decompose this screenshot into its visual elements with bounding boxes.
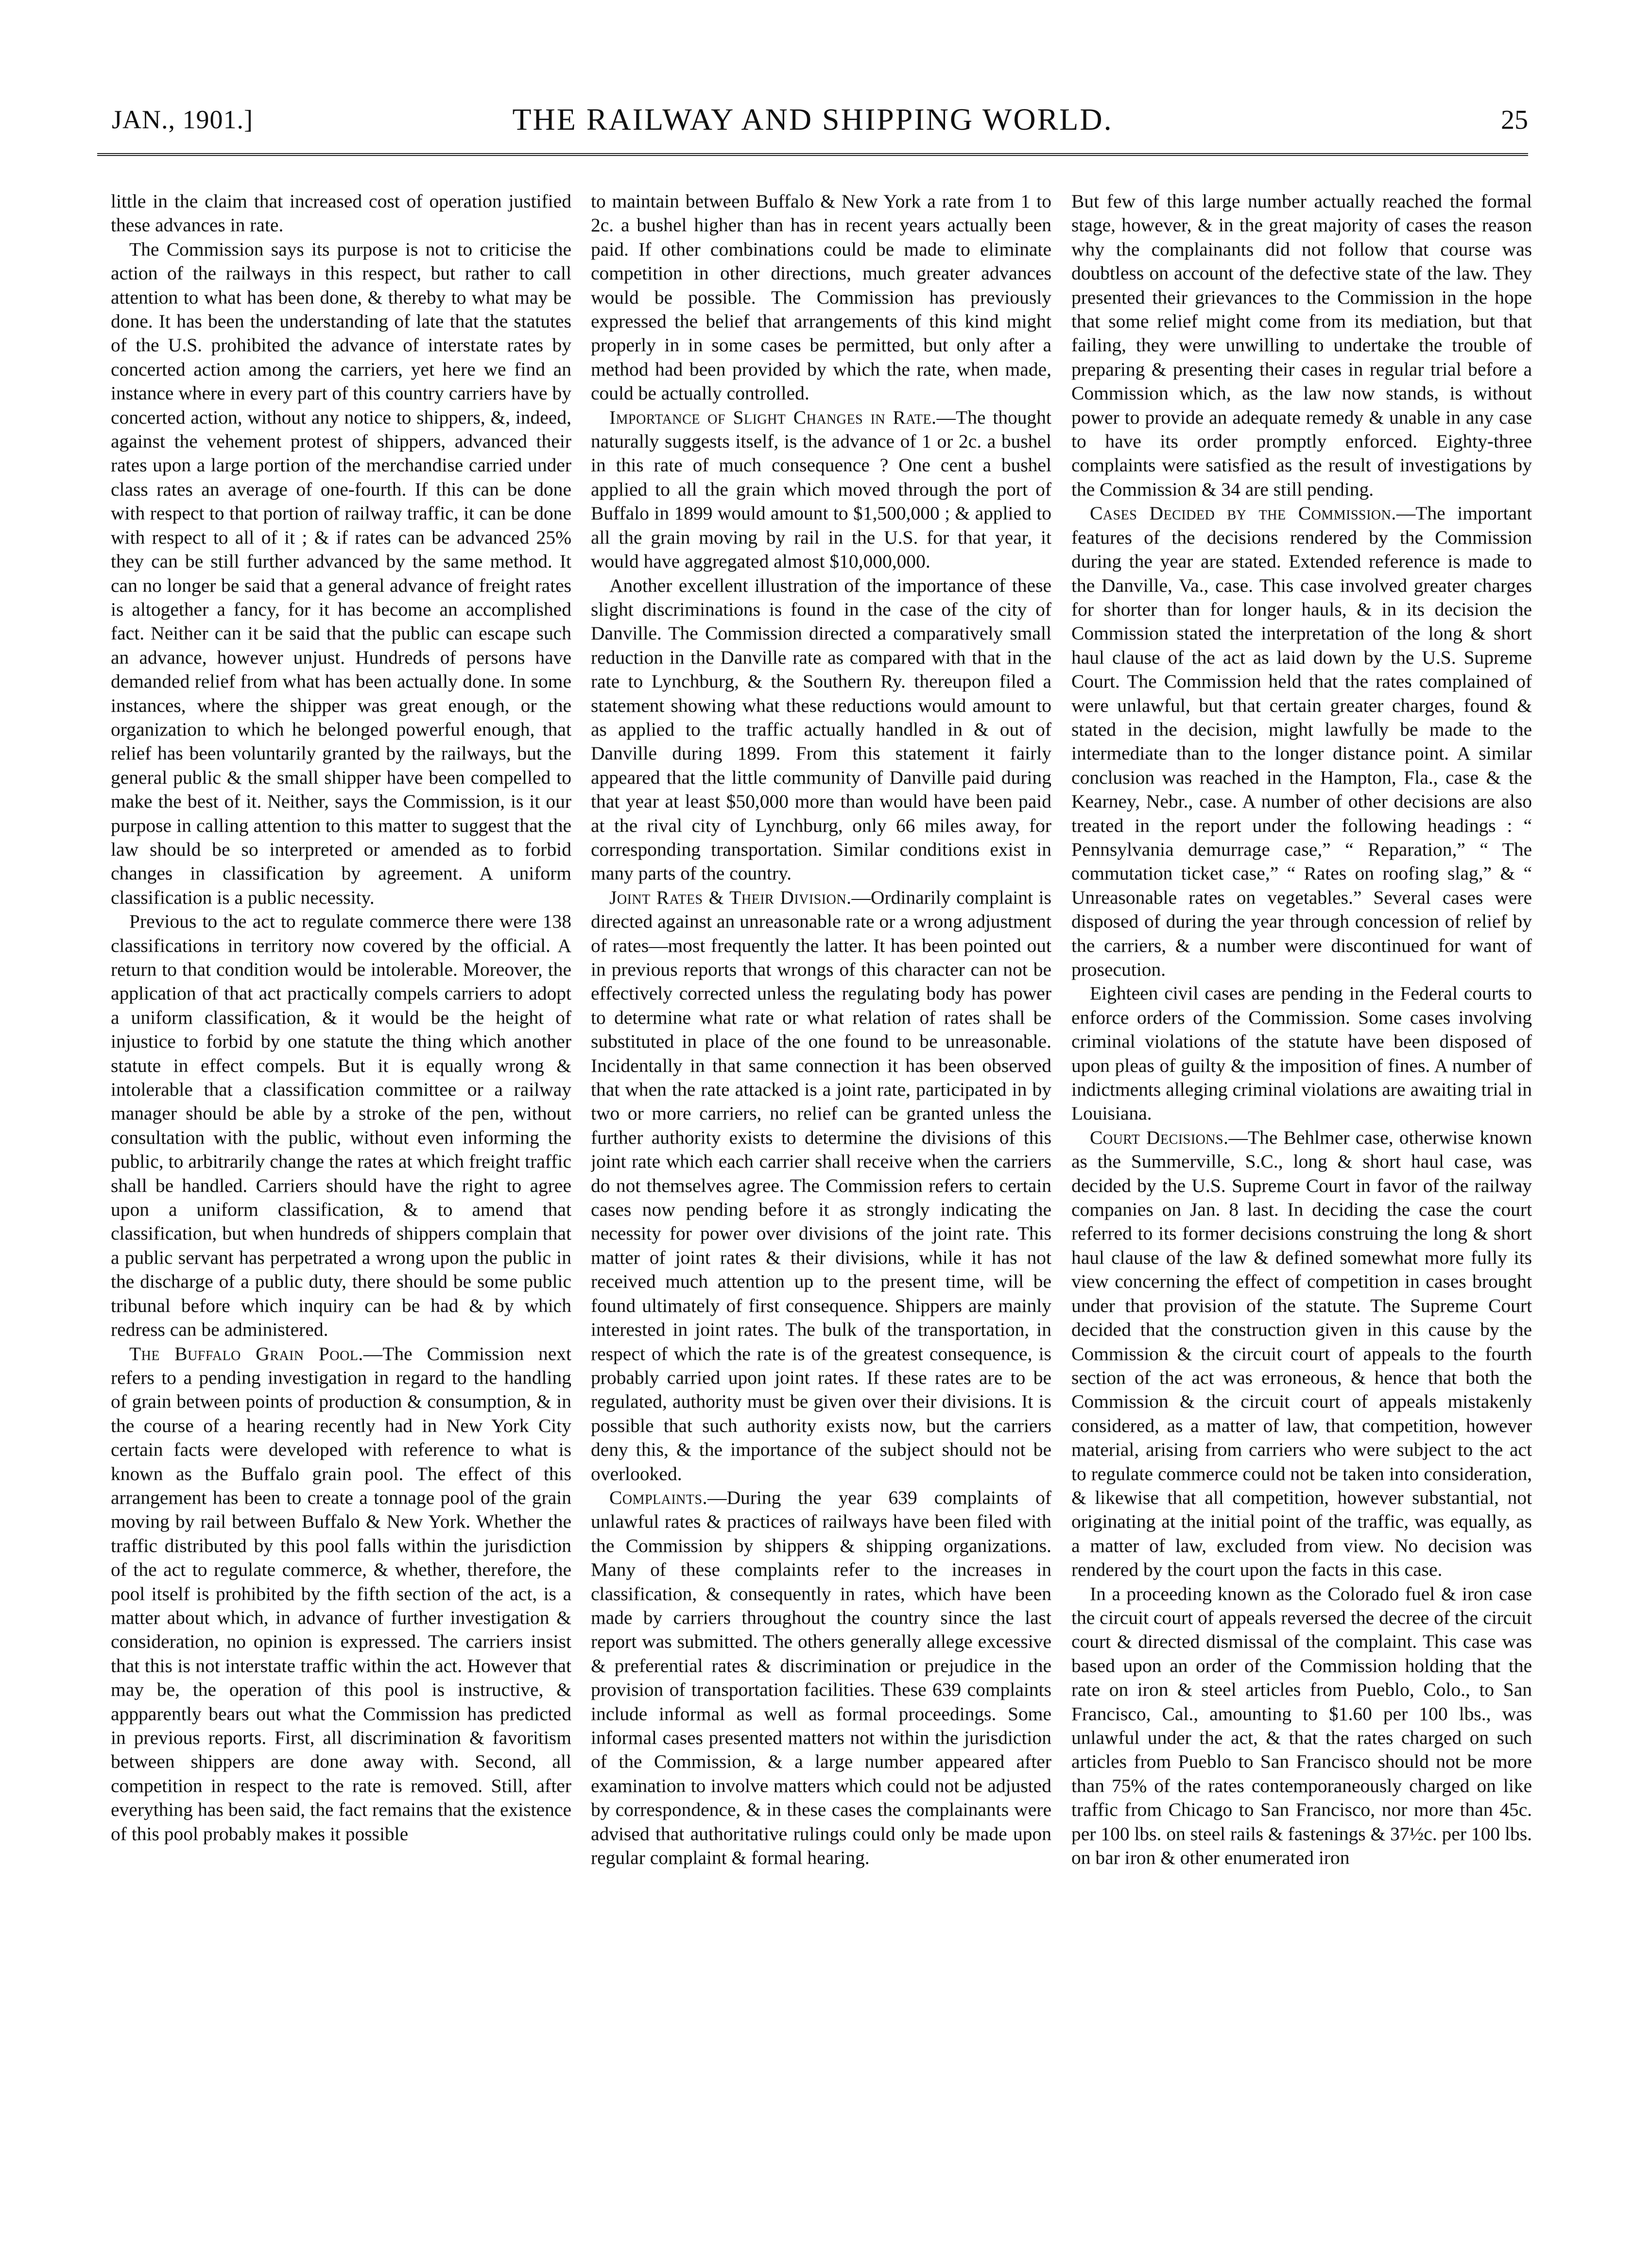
paragraph: The Commission says its purpose is not to criticise the action of the railways in this respect, but rather to call attention to what has been done, & thereby to what may be done. It has been the understanding of late that the statutes of the U.S. prohibited the advance of interstate rates by concerted action among the carriers, yet here we find an instance where in every part of this country carriers have by concerted action, without any notice to shippers, &, indeed, against the vehement protest of shippers, advanced their rates upon a large portion of the merchandise carried under class rates an average of one-fourth. If this can be done with respect to that portion of railway traffic, it can be done with respect to all of it ; & if rates can be advanced 25% they can be still further advanced by the same method. It can no longer be said that a general advance of freight rates is altogether a fancy, for it has become an accomplished fact. Neither can it be said that the public can escape such an advance, however unjust. Hundreds of persons have demanded relief from what has been actually done. In some instances, where the shipper was great enough, or the organization to which he belonged powerful enough, that relief has been voluntarily granted by the railways, but the general public & the small shipper have been compelled to make the best of it. Neither, says the Commission, is it our purpose in calling attention to this matter to suggest that the law should be so interpreted or amended as to forbid changes in classification by agreement. A uniform classification is a public necessity. <box>111 238 571 908</box>
paragraph: little in the claim that increased cost of operation justified these advances in rate. <box>111 190 571 236</box>
publication-title: THE RAILWAY AND SHIPPING WORLD. <box>512 102 1113 137</box>
paragraph <box>591 406 1051 574</box>
section-heading: Court Decisions. <box>1090 1126 1229 1148</box>
text-column-3 <box>1071 190 1532 2206</box>
section-heading: Cases Decided by the Commission. <box>1090 502 1396 524</box>
page-number: 25 <box>1501 105 1528 135</box>
paragraph: In a proceeding known as the Colorado fuel & iron case the circuit court of appeals reversed the decree of the circuit court & directed dismissal of the complaint. This case was based upon an order of the Commission holding that the rate on iron & steel articles from Pueblo, Colo., to San Francisco, Cal., amounting to $1.60 per 100 lbs., was unlawful under the act, & that the rates charged on such articles from Pueblo to San Francisco should not be more than 75% of the rates contemporaneously charged on like traffic from Chicago to San Francisco, nor more than 45c. per 100 lbs. on steel rails & fastenings & 37½c. per 100 lbs. on bar iron & other enumerated iron <box>1071 1583 1532 1869</box>
paragraph: Previous to the act to regulate commerce there were 138 classifications in territory now covered by the official. A return to that condition would be intolerable. Moreover, the application of that act practically compels carriers to adopt a uniform classification, & it would be the height of injustice to forbid by one statute the thing which another statute in effect compels. But it is equally wrong & intolerable that a classification committee or a railway manager should be able by a stroke of the pen, without consultation with the public, without even informing the public, to arbitrarily change the rates at which freight traffic shall be handled. Carriers should have the right to agree upon a uniform classification, & to amend that classification, but when hundreds of shippers complain that a public servant has perpetrated a wrong upon the public in the discharge of a public duty, there should be some public tribunal before which inquiry can be had & by which redress can be administered. <box>111 911 571 1341</box>
section-heading: Importance of Slight Changes in Rate. <box>609 406 937 428</box>
paragraph-body: —The important features of the decisions rendered by the Commission during the year are stated. Extended reference is made to the Danville, Va., case. This case involved greater charges for shorter than for longer hauls, & in its decision the Commission stated the interpretation of the long & short haul clause of the act as laid down by the U.S. Supreme Court. The Commission held that the rates complained of were unlawful, but that certain greater charges, found & stated in the decision, might lawfully be made to the intermediate than to the longer distance point. A similar conclusion was reached in the Hampton, Fla., case & the Kearney, Nebr., case. A number of other decisions are also treated in the report under the following headings : “ Pennsylvania demurrage case,” “ Reparation,” “ The commutation ticket case,” “ Rates on roofing slag,” & “ Unreasonable rates on vegetables.” Several cases were disposed of during the year through concession of relief by the carriers, & a number were discontinued for want of prosecution. <box>1071 502 1532 980</box>
paragraph <box>1071 501 1532 982</box>
paragraph-body: —The Behlmer case, otherwise known as the Summerville, S.C., long & short haul case, was decided by the U.S. Supreme Court in favor of the railway companies on Jan. 8 last. In deciding the case the court referred to its former decisions construing the long & short haul clause of the law & defined somewhat more fully its view concerning the effect of competition in cases brought under that provision of the statute. The Supreme Court decided that the construction given in this cause by the Commission & the circuit court of appeals to the fourth section of the act was erroneous, & hence that both the Commission & the circuit court of appeals mistakenly considered, as a matter of law, that competition, however material, arising from carriers who were subject to the act to regulate commerce could not be taken into consideration, & likewise that all competition, however substantial, not originating at the initial point of the traffic, was equally, as a matter of law, excluded from view. No decision was rendered by the court upon the facts in this case. <box>1071 1126 1532 1581</box>
issue-date: JAN., 1901.] <box>112 105 253 134</box>
section-heading: Joint Rates & Their Division. <box>609 886 852 908</box>
paragraph-body: —Ordinarily complaint is directed against an unreasonable rate or a wrong adjustment of rates—most frequently the latter. It has been pointed out in previous reports that wrongs of this character can not be effectively corrected unless the regulating body has power to determine what rate or what relation of rates shall be substituted in place of the one found to be unreasonable. Incidentally in that same connection it has been observed that when the rate attacked is a joint rate, participated in by two or more carriers, no relief can be granted unless the further authority exists to determine the divisions of this joint rate which each carrier shall receive when the carriers do not themselves agree. The Commission refers to certain cases now pending before it as strongly indicating the necessity for power over divisions of the joint rate. This matter of joint rates & their divisions, while it has not received much attention up to the present time, will be found ultimately of first consequence. Shippers are mainly interested in joint rates. The bulk of the transportation, in respect of which the rate is of the greatest consequence, is probably carried upon joint rates. If these rates are to be regulated, authority must be given over their divisions. It is possible that such authority exists now, but the carriers deny this, & the importance of the subject should not be overlooked. <box>591 886 1051 1484</box>
paragraph <box>111 1342 571 1846</box>
header-rule <box>97 153 1528 159</box>
section-heading: Complaints. <box>609 1486 707 1508</box>
paragraph: to maintain between Buffalo & New York a rate from 1 to 2c. a bushel higher than has in recent years actually been paid. If other combinations could be made to eliminate competition in other directions, much greater advances would be possible. The Commission has previously expressed the belief that arrangements of this kind might properly in in some cases be permitted, but only after a method had been provided by which the rate, when made, could be actually controlled. <box>591 190 1051 404</box>
paragraph-body: —The thought naturally suggests itself, is the advance of 1 or 2c. a bushel in this rate of much consequence ? One cent a bushel applied to all the grain which moved through the port of Buffalo in 1899 would amount to $1,500,000 ; & applied to all the grain moving by rail in the U.S. for that year, it would have aggregated almost $10,000,000. <box>591 406 1051 572</box>
paragraph: Another excellent illustration of the importance of these slight discriminations is found in the case of the city of Danville. The Commission directed a comparatively small reduction in the Danville rate as compared with that in the rate to Lynchburg, & the Southern Ry. thereupon filed a statement showing what these reductions would amount to as applied to the traffic actually handled in & out of Danville during 1899. From this statement it fairly appeared that the little community of Danville paid during that year at least $50,000 more than would have been paid at the rival city of Lynchburg, only 66 miles away, for corresponding transportation. Similar conditions exist in many parts of the country. <box>591 574 1051 884</box>
paragraph <box>591 1486 1051 1870</box>
text-column-1 <box>111 190 571 2206</box>
paragraph <box>1071 1126 1532 1582</box>
page-header <box>97 100 1528 143</box>
paragraph-body: —During the year 639 complaints of unlawful rates & practices of railways have been filed with the Commission by shippers & shipping organizations. Many of these complaints refer to the increases in classification, & consequently in rates, which have been made by carriers throughout the country since the last report was submitted. The others generally allege excessive & preferential rates & discrimination or prejudice in the provision of transportation facilities. These 639 complaints include informal as well as formal proceedings. Some informal cases presented matters not within the jurisdiction of the Commission, & a large number appeared after examination to involve matters which could not be adjusted by correspondence, & in these cases the complainants were advised that authoritative rulings could only be made upon regular complaint & formal hearing. <box>591 1486 1051 1869</box>
text-column-2 <box>591 190 1051 2206</box>
paragraph: Eighteen civil cases are pending in the Federal courts to enforce orders of the Commission. Some cases involving criminal violations of the statute have been disposed of upon pleas of guilty & the imposition of fines. A number of indictments alleging criminal violations are awaiting trial in Louisiana. <box>1071 983 1532 1124</box>
paragraph: But few of this large number actually reached the formal stage, however, & in the great majority of cases the reason why the complainants did not follow that course was doubtless on account of the defective state of the law. They presented their grievances to the Commission in the hope that some relief might come from its mediation, but that failing, they were unwilling to undertake the trouble of preparing & presenting their cases in regular trial before a Commission which, as the law now stands, is without power to provide an adequate remedy & unable in any case to have its order promptly enforced. Eighty-three complaints were satisfied as the result of investigations by the Commission & 34 are still pending. <box>1071 190 1532 500</box>
paragraph-body: —The Commission next refers to a pending investigation in regard to the handling of grain between points of production & consumption, & in the course of a hearing recently had in New York City certain facts were developed with reference to what is known as the Buffalo grain pool. The effect of this arrangement has been to create a tonnage pool of the grain moving by rail between Buffalo & New York. Whether the traffic distributed by this pool falls within the jurisdiction of the act to regulate commerce, & whether, therefore, the pool itself is prohibited by the fifth section of the act, is a matter about which, in advance of further investigation & consideration, no opinion is expressed. The carriers insist that this is not interstate traffic within the act. However that may be, the operation of this pool is instructive, & appparently bears out what the Commission has predicted in previous reports. First, all discrimination & favoritism between shippers are done away with. Second, all competition in respect to the rate is removed. Still, after everything has been said, the fact remains that the existence of this pool probably makes it possible <box>111 1343 571 1845</box>
section-heading: The Buffalo Grain Pool. <box>129 1343 363 1364</box>
paragraph <box>591 886 1051 1486</box>
